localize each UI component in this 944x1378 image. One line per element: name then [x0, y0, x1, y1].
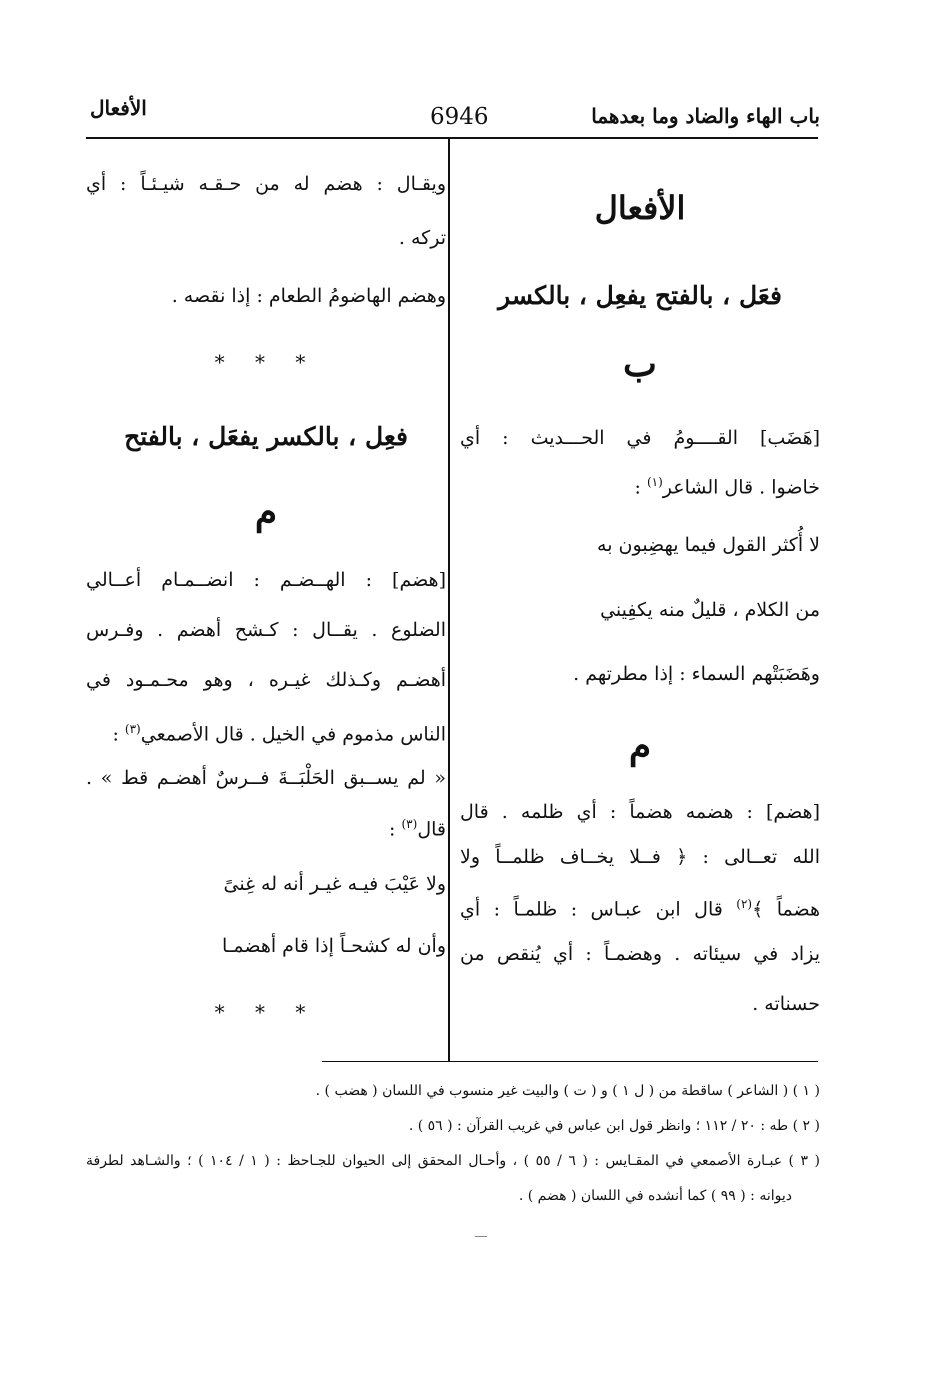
entry-hadam-line: الله تعــالى : ﴿ فــلا يخــاف ظلمــاً ولا — [460, 846, 820, 868]
footnote-3: ( ٣ ) عبـارة الأصمعي في المقـايس : ( ٦ / ٥٥ ) ، وأحـال المحقق إلى الحيوان للجـاحظ : ( ١ / ١٠٤ ) ؛ والشـاهد لطرفة — [86, 1153, 820, 1169]
running-head-section: الأفعال — [90, 96, 147, 120]
entry-text: خاضوا . قال الشاعر — [662, 476, 820, 499]
entry-hadam-line: [هضم] : هضمه هضماً : أي ظلمه . قال — [460, 801, 820, 823]
entry-hadm-line: [هضم] : الهــضـم : انضــمـام أعــالي — [86, 569, 446, 591]
entry-text: ويقـال : هضم له من حـقـه شيـئـاً : أي — [86, 173, 446, 195]
footnote-1: ( ١ ) ( الشاعر ) ساقطة من ( ل ١ ) و ( ت ) والبيت غير منسوب في اللسان ( هضب ) . — [315, 1083, 820, 1099]
entry-hadab-line: [هَضَب] القــــومُ في الحـــديث : أي — [460, 427, 820, 449]
punct: : — [389, 818, 396, 841]
footnote-ref: (١) — [646, 475, 663, 489]
entry-hadm-line: أهضـم وكـذلك غيـره ، وهو محـمـود في — [86, 669, 446, 691]
entry-hadam-line: يزاد في سيئاته . وهضمـاً : أي يُنقص من — [460, 943, 820, 965]
entry-hadm-line — [389, 812, 446, 841]
entry-text: وهضم الهاضومُ الطعام : إذا نقصه . — [171, 285, 446, 307]
section-separator: * * * — [214, 350, 318, 374]
entry-hadab-line — [634, 470, 820, 499]
verse-line: ولا عَيْبَ فيـه غيـر أنه له غِنىً — [223, 873, 446, 895]
entry-hadm-line: الضلوع . يقــال : كـشح أهضم . وفـرس — [86, 619, 446, 641]
section-subtitle: فعَل ، بالفتح يفعِل ، بالكسر — [498, 281, 782, 310]
footnote-2: ( ٢ ) طه : ٢٠ / ١١٢ ؛ وانظر قول ابن عباس في غريب القرآن : ( ٥٦ ) . — [408, 1118, 820, 1134]
entry-text: تركه . — [398, 227, 446, 249]
quran-citation: هضماً ﴾ — [752, 898, 820, 921]
punct: : — [112, 723, 119, 746]
verse-line: لا أُكثر القول فيما يهضِبون به — [597, 534, 820, 556]
entry-text: الناس مذموم في الخيل . قال الأصمعي — [140, 723, 446, 746]
running-head-chapter: باب الهاء والضاد وما بعدهما — [591, 104, 820, 128]
entry-text: وهَضَبَتْهم السماء : إذا مطرتهم . — [573, 663, 820, 685]
print-mark — [475, 1236, 487, 1237]
section-separator: * * * — [214, 1000, 318, 1024]
entry-hadam-line: حسناته . — [752, 993, 820, 1015]
verse-line: وأن له كشحـاً إذا قام أهضمـا — [222, 935, 446, 957]
header-rule — [86, 137, 818, 139]
letter-heading-m: م — [254, 491, 278, 533]
letter-heading-b: ب — [623, 343, 657, 385]
quotation: « لم يســبق الحَلْبَــةَ فــرسٌ أهضـم قط » . — [86, 767, 446, 789]
footnote-rule — [322, 1061, 818, 1062]
entry-text: قال — [417, 818, 446, 841]
entry-hadm-line — [112, 717, 446, 746]
section-title: الأفعال — [594, 189, 686, 227]
footnote-ref: (٣) — [401, 817, 418, 831]
footnote-ref: (٢) — [736, 897, 753, 911]
footnote-3-continued: ديوانه : ( ٩٩ ) كما أنشده في اللسان ( هضم ) . — [518, 1188, 792, 1204]
page-number: 6946 — [430, 104, 489, 130]
section-subtitle: فعِل ، بالكسر يفعَل ، بالفتح — [124, 422, 408, 451]
entry-text: قال ابن عبـاس : ظلمـاً : أي — [460, 898, 723, 921]
entry-hadam-line — [460, 892, 820, 921]
column-divider — [448, 139, 450, 1061]
verse-line: من الكلام ، قليلٌ منه يكفِيني — [600, 599, 820, 621]
footnote-ref: (٣) — [124, 722, 141, 736]
letter-heading-m: م — [628, 725, 652, 767]
punct: : — [634, 476, 641, 499]
